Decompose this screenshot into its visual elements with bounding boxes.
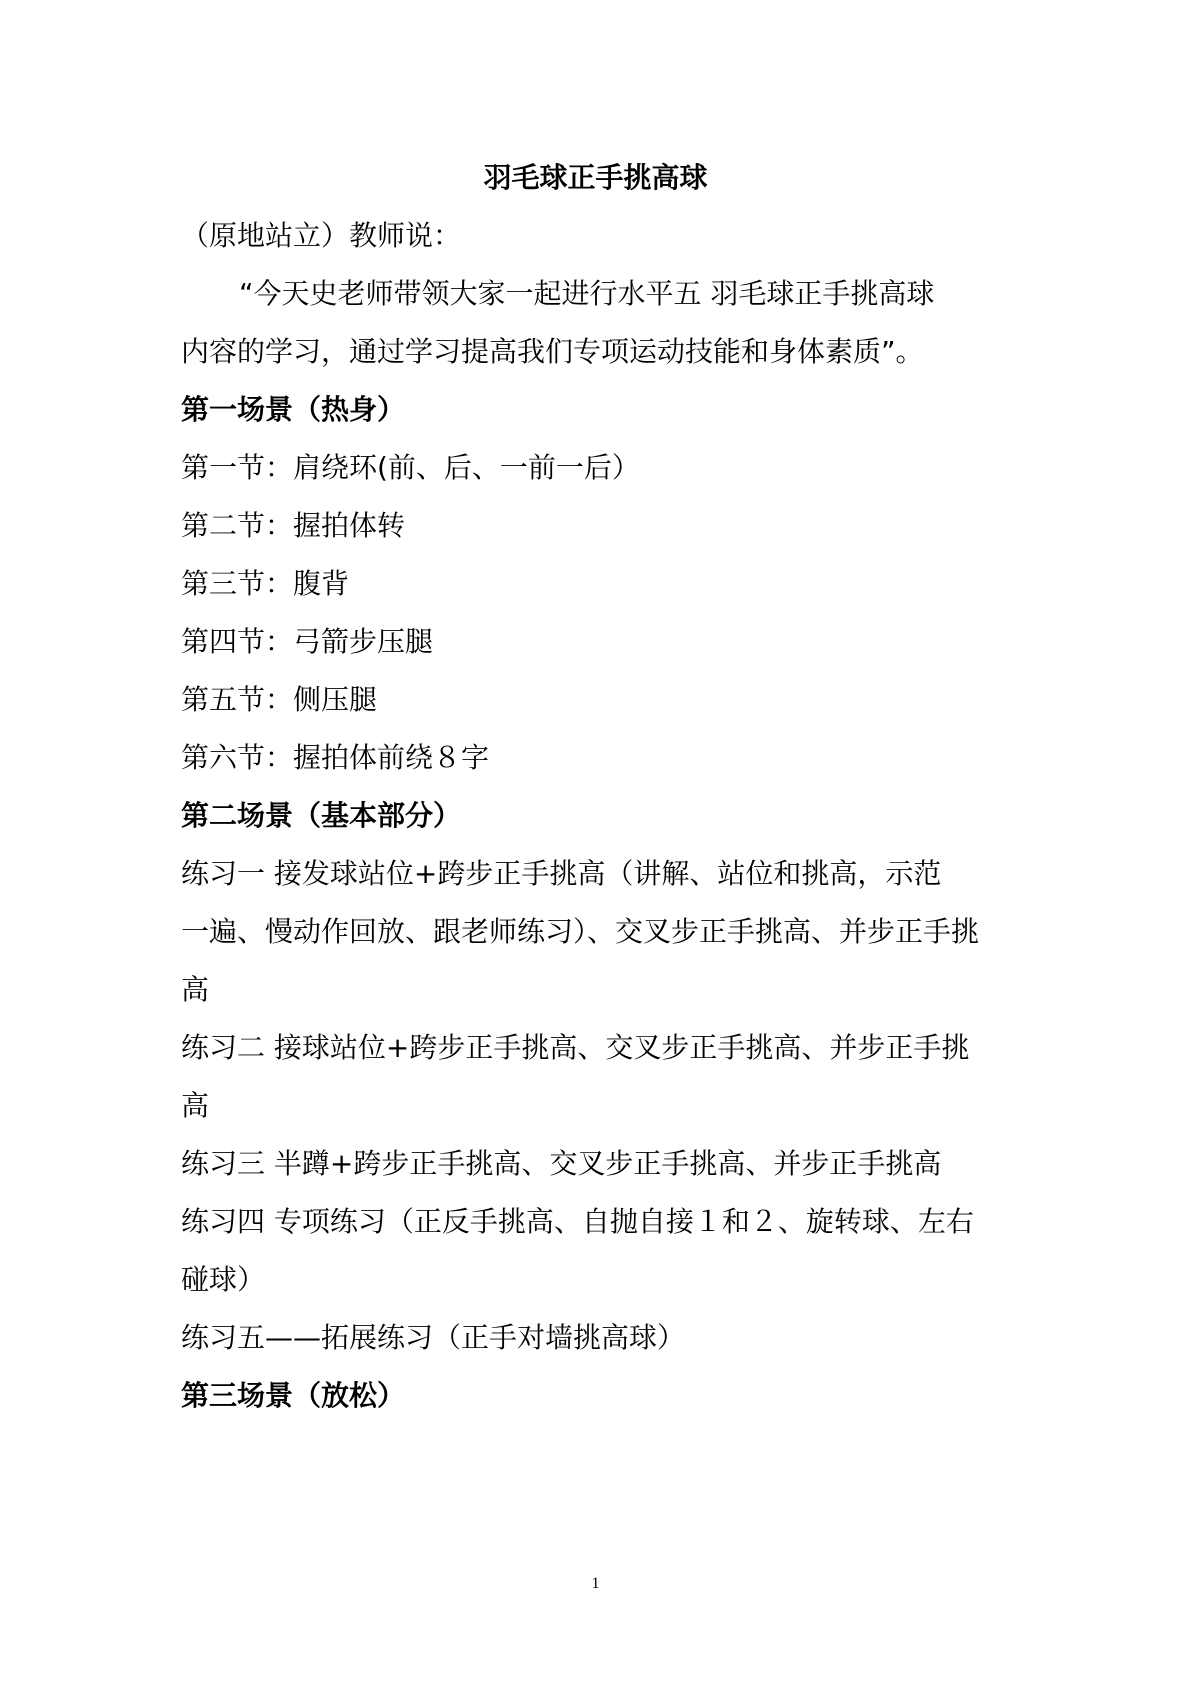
practice-1-line-1: 练习一 接发球站位+跨步正手挑高（讲解、站位和挑高，示范 (181, 857, 942, 890)
quote-line-2: 内容的学习，通过学习提高我们专项运动技能和身体素质”。 (181, 335, 924, 368)
scene-2-heading: 第二场景（基本部分） (181, 799, 462, 832)
document-title: 羽毛球正手挑高球 (483, 161, 708, 194)
quote-line-1: “今天史老师带领大家一起进行水平五 羽毛球正手挑高球 (239, 277, 935, 310)
scene-3-heading: 第三场景（放松） (181, 1379, 406, 1412)
warmup-item-2: 第二节：握拍体转 (181, 509, 406, 542)
practice-1-line-2: 一遍、慢动作回放、跟老师练习）、交叉步正手挑高、并步正手挑 (181, 915, 980, 948)
warmup-item-3: 第三节：腹背 (181, 567, 350, 600)
practice-2-line-2: 高 (181, 1089, 210, 1122)
warmup-item-4: 第四节：弓箭步压腿 (181, 625, 434, 658)
practice-2-line-1: 练习二 接球站位+跨步正手挑高、交叉步正手挑高、并步正手挑 (181, 1031, 970, 1064)
warmup-item-6: 第六节：握拍体前绕８字 (181, 741, 490, 774)
warmup-item-5: 第五节：侧压腿 (181, 683, 378, 716)
practice-4-line-2: 碰球） (181, 1263, 266, 1296)
practice-1-line-3: 高 (181, 973, 210, 1006)
practice-4-line-1: 练习四 专项练习（正反手挑高、自抛自接１和２、旋转球、左右 (181, 1205, 974, 1238)
intro-text: （原地站立）教师说： (181, 219, 462, 252)
practice-3-line: 练习三 半蹲+跨步正手挑高、交叉步正手挑高、并步正手挑高 (181, 1147, 942, 1180)
scene-1-heading: 第一场景（热身） (181, 393, 406, 426)
practice-5-line: 练习五——拓展练习（正手对墙挑高球） (181, 1321, 686, 1354)
warmup-item-1: 第一节：肩绕环(前、后、一前一后） (181, 451, 640, 484)
page-number: 1 (591, 1575, 600, 1592)
